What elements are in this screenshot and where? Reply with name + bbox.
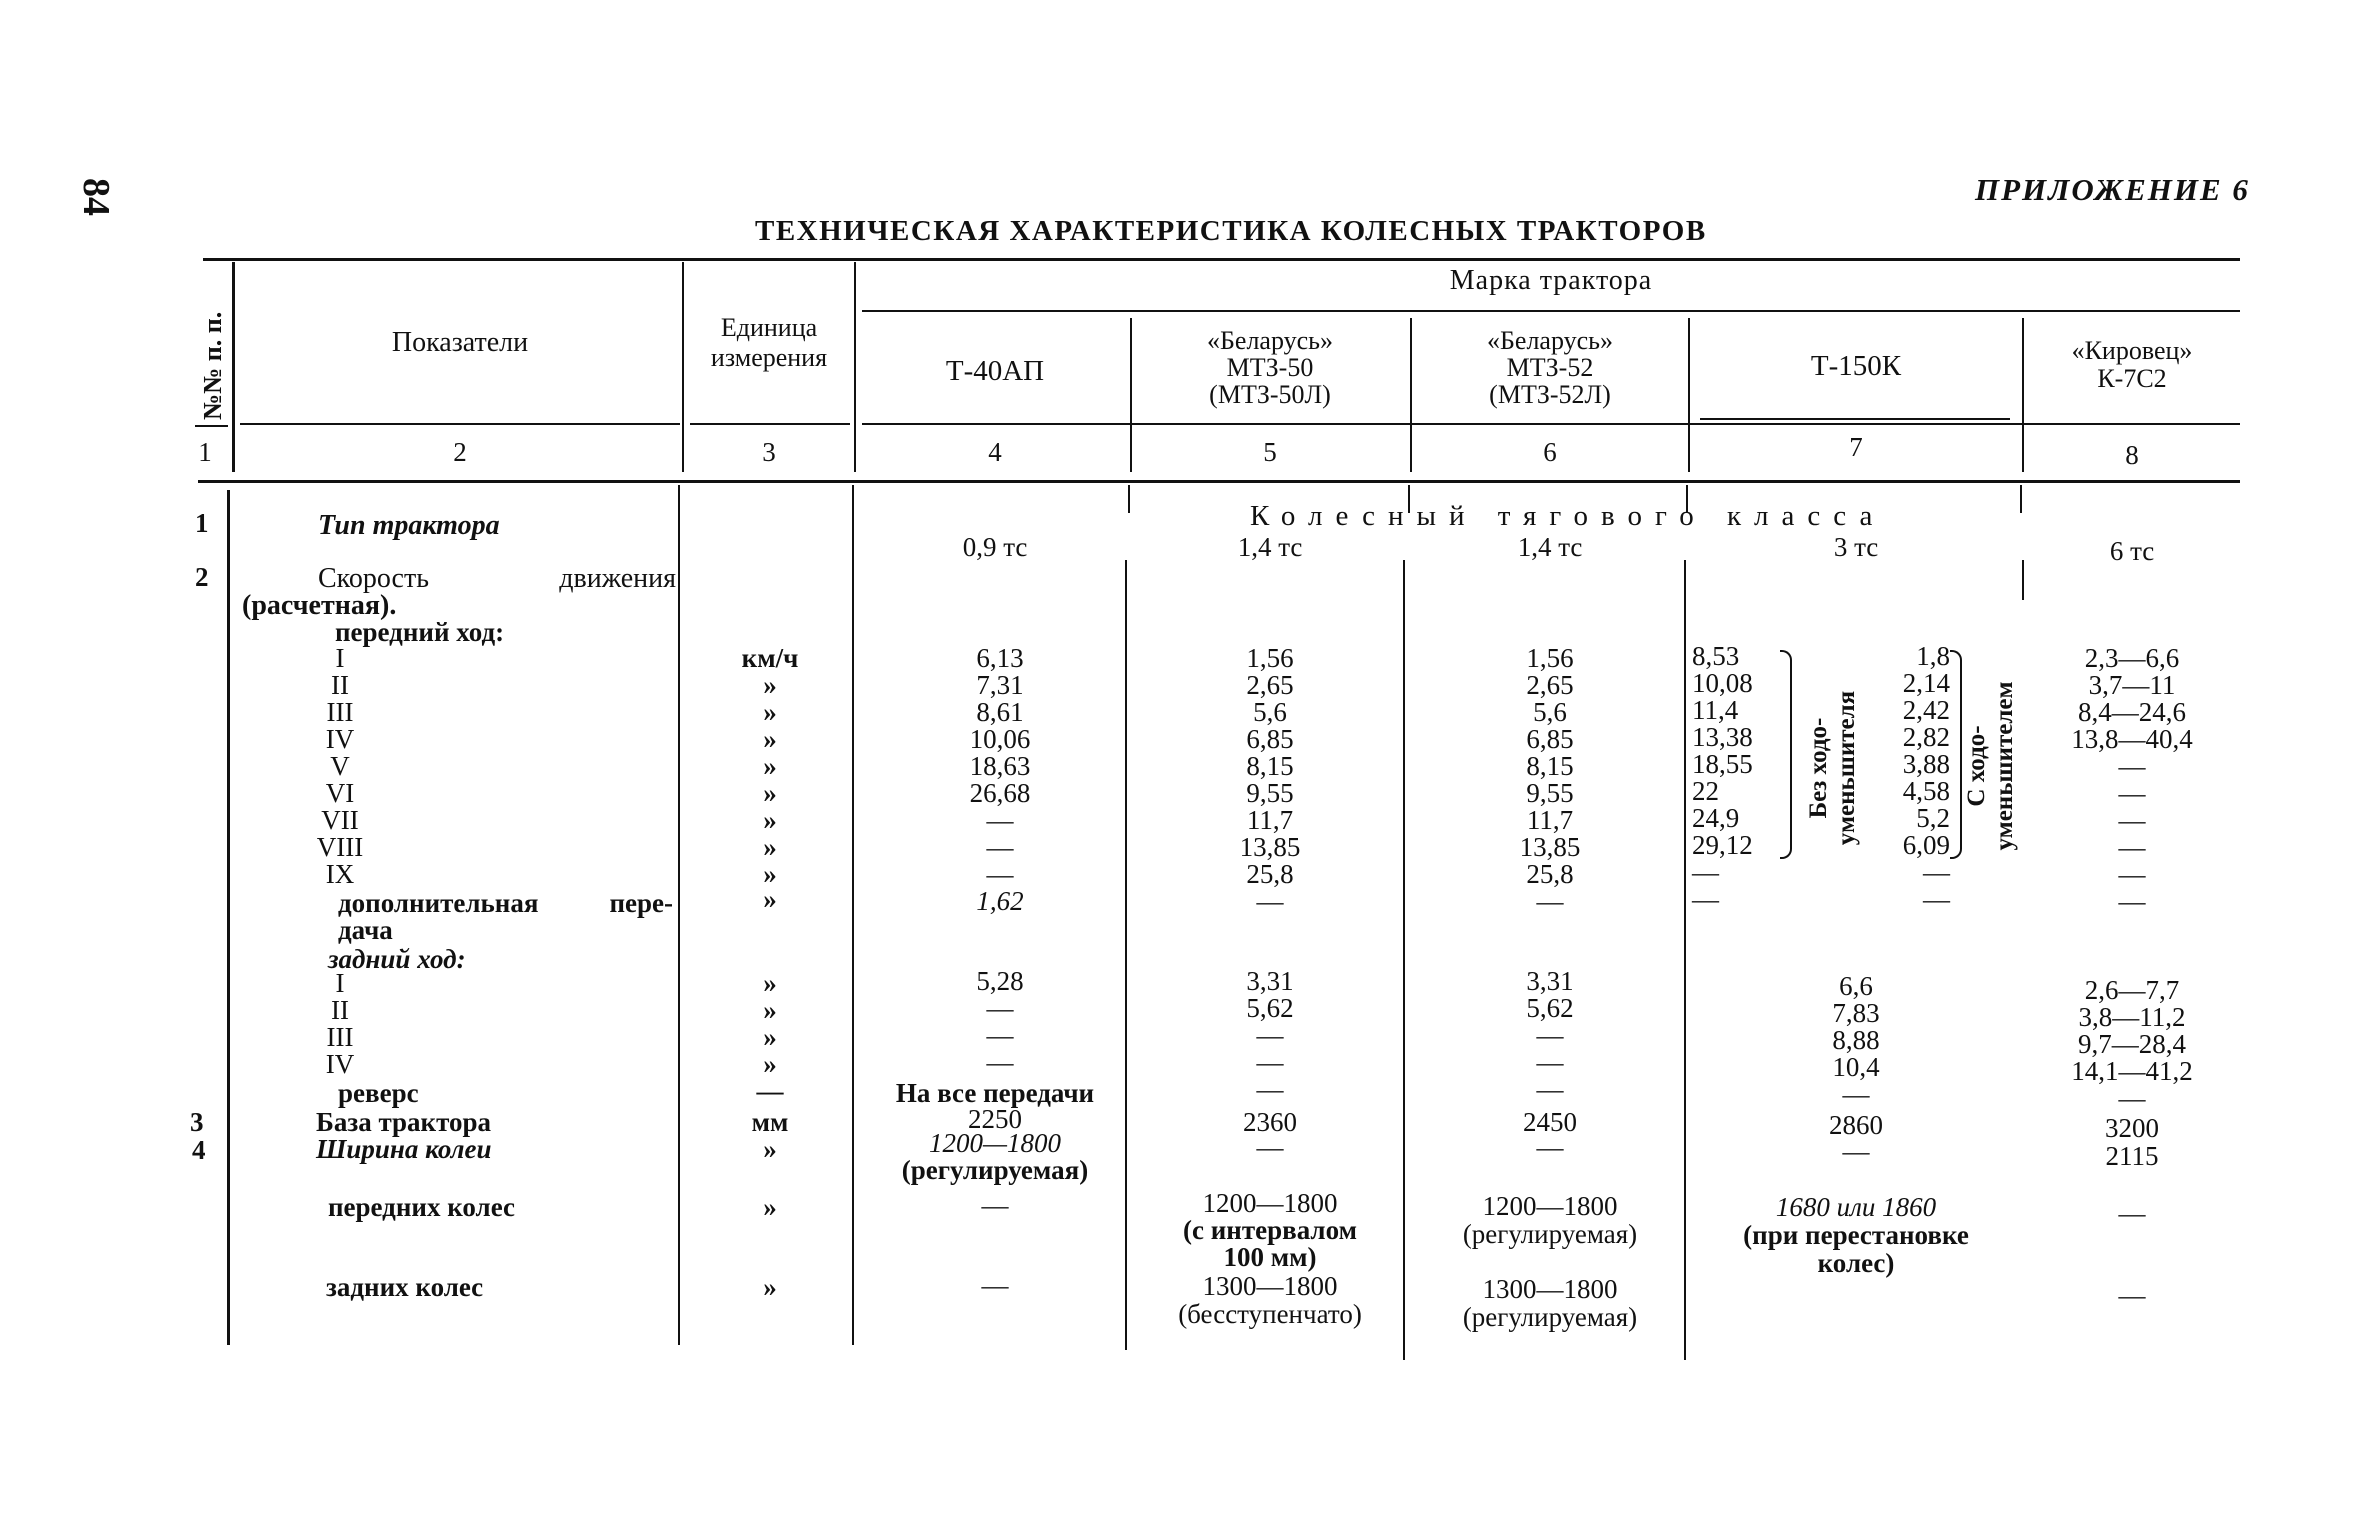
t40-front-track: — (981, 1190, 1009, 1220)
mtz52-forward-values: 1,56 2,65 5,6 6,85 8,15 9,55 11,7 13,85 25,8 — (1519, 643, 1581, 916)
mtz50-forward-values: 1,56 2,65 5,6 6,85 8,15 9,55 11,7 13,85 25,8 — (1239, 643, 1301, 916)
vline-4b (1128, 485, 1130, 513)
col-number-3: 3 (762, 437, 776, 467)
header-bottom-rule-2 (690, 423, 850, 425)
t150-track: — (1842, 1136, 1870, 1166)
page-title: ТЕХНИЧЕСКАЯ ХАРАКТЕРИСТИКА КОЛЕСНЫХ ТРАКТОРОВ (755, 215, 1707, 247)
brand-group-header: Марка трактора (1449, 265, 1653, 296)
indicators-header: Показатели (391, 327, 529, 358)
t150-dash-rule (1700, 418, 2010, 420)
indicator-speed-w2: движения (559, 563, 676, 594)
brand-t150: Т-150К (1810, 350, 1902, 382)
indicator-speed-w1: Скорость (318, 563, 429, 594)
class-mtz52: 1,4 тс (1517, 532, 1583, 562)
indicator-tractor-type: Тип трактора (318, 510, 500, 541)
class-mtz50: 1,4 тс (1237, 532, 1303, 562)
brand-group-rule (862, 310, 2240, 312)
class-t150: 3 тс (1833, 532, 1879, 562)
col-number-1: 1 (198, 437, 212, 467)
indicator-reverse: задний ход: (328, 944, 466, 974)
mtz50-base: 2360 (1243, 1107, 1297, 1137)
col-number-6: 6 (1543, 437, 1557, 467)
indicator-extra-gear-w2: пере- (609, 888, 673, 918)
class-k702: 6 тс (2109, 536, 2155, 566)
forward-gears-list: I II III IV V VI VII VIII IX (316, 643, 364, 889)
mtz50-rear-track: 1300—1800 (бесступенчато) (1178, 1271, 1362, 1329)
t150-base: 2860 (1829, 1110, 1883, 1140)
vline-1b (227, 490, 230, 1345)
k702-rear-track: — (2118, 1280, 2146, 1310)
col-number-4: 4 (988, 437, 1002, 467)
mtz52-track: — (1536, 1132, 1564, 1162)
appendix-label: ПРИЛОЖЕНИЕ 6 (1975, 172, 2250, 207)
vline-2b (678, 485, 680, 1345)
mtz50-reverse-values: 3,31 5,62 — — — (1246, 966, 1294, 1104)
mtz52-front-track: 1200—1800 (регулируемая) (1462, 1191, 1638, 1249)
num-column-header: №№ п. п. (198, 311, 227, 420)
t40-forward-values: 6,13 7,31 8,61 10,06 18,63 26,68 — — — 1,62 (969, 643, 1031, 916)
indicator-base: База трактора (316, 1107, 492, 1137)
page-number: 84 (75, 178, 117, 216)
vline-3 (854, 262, 856, 472)
k702-track: 2115 (2105, 1141, 2159, 1171)
col-number-7: 7 (1849, 432, 1863, 462)
k702-forward-values: 2,3—6,6 3,7—11 8,4—24,6 13,8—40,4 — — — — — — (2071, 643, 2193, 916)
indicator-extra-gear-2: дача (338, 915, 393, 945)
row-number-3: 3 (190, 1107, 204, 1137)
t150-front-track: 1680 или 1860 (при перестановке колес) (1743, 1192, 1969, 1278)
t150-without-reducer-values: 8,53 10,08 11,4 13,38 18,55 22 24,9 29,12 — — (1692, 641, 1753, 914)
mtz50-front-track: 1200—1800 (с интервалом 100 мм) (1183, 1188, 1357, 1272)
brand-mtz50: «Беларусь» МТЗ-50 (МТЗ-50Л) (1206, 326, 1334, 409)
t150-reverse-values: 6,6 7,83 8,88 10,4 — (1832, 971, 1880, 1109)
header-bottom-rule-3 (862, 423, 2240, 425)
indicator-extra-gear-w1: дополнительная (338, 888, 539, 918)
indicator-front-track: передних колес (328, 1192, 515, 1222)
t40-reverse-values: 5,28 — — — (976, 966, 1024, 1077)
unit-header: Единица измерения (710, 313, 828, 372)
t40-reverse-note: На все передачи (895, 1078, 1095, 1108)
vline-3b (852, 485, 854, 1345)
t40-base: 2250 (968, 1104, 1022, 1134)
indicator-track: Ширина колеи (316, 1134, 492, 1164)
t150-bracket-right (1950, 650, 1962, 859)
t40-rear-track: — (981, 1270, 1009, 1300)
vline-7b (2020, 485, 2022, 513)
class-t40: 0,9 тс (962, 532, 1028, 562)
t150-bracket-left (1780, 650, 1792, 859)
brand-k702: «Кировец» К-7С2 (2071, 336, 2193, 393)
row-number-2: 2 (195, 562, 209, 592)
units-forward: км/ч » » » » » » » » » (741, 643, 799, 914)
k702-reverse-values: 2,6—7,7 3,8—11,2 9,7—28,4 14,1—41,2 — (2071, 975, 2193, 1113)
k702-base: 3200 (2105, 1113, 2159, 1143)
brand-t40: Т-40АП (945, 355, 1045, 387)
num-header-rule (195, 425, 228, 427)
table-top-rule (203, 258, 2240, 261)
indicator-forward: передний ход: (335, 617, 505, 647)
unit-rear-track: » (763, 1272, 777, 1302)
colnum-bottom-rule (198, 480, 2240, 483)
unit-front-track: » (763, 1192, 777, 1222)
t150-with-reducer-label: С ходо- уменьшителем (1963, 681, 2018, 851)
col-number-8: 8 (2125, 440, 2139, 470)
tractor-class-text: Колесный тягового класса (1250, 500, 1886, 532)
t40-track: 1200—1800 (регулируемая) (901, 1128, 1089, 1185)
reverse-gears-list: I II III IV (325, 968, 355, 1079)
mtz52-rear-track: 1300—1800 (регулируемая) (1462, 1274, 1638, 1332)
header-bottom-rule-1 (240, 423, 680, 425)
unit-base: мм (751, 1107, 789, 1137)
vline-4c (1125, 560, 1127, 1350)
brand-mtz52: «Беларусь» МТЗ-52 (МТЗ-52Л) (1486, 326, 1614, 409)
indicator-rear-track: задних колес (326, 1272, 484, 1302)
indicator-speed-calc: (расчетная). (242, 590, 397, 621)
row-number-4: 4 (192, 1135, 206, 1165)
col-number-5: 5 (1263, 437, 1277, 467)
t150-with-reducer-values: 1,8 2,14 2,42 2,82 3,88 4,58 5,2 6,09 — — (1902, 641, 1950, 914)
units-reverse: » » » » — (756, 968, 784, 1106)
t150-without-reducer-label: Без ходо- уменьшителя (1805, 690, 1860, 846)
mtz50-track: — (1256, 1132, 1284, 1162)
row-number-1: 1 (195, 508, 209, 538)
k702-front-track: — (2118, 1198, 2146, 1228)
col-number-2: 2 (453, 437, 467, 467)
mtz52-reverse-values: 3,31 5,62 — — — (1526, 966, 1574, 1104)
unit-track: » (763, 1134, 777, 1164)
vline-1 (232, 262, 235, 472)
indicator-reverser: реверс (338, 1078, 419, 1108)
mtz52-base: 2450 (1523, 1107, 1577, 1137)
